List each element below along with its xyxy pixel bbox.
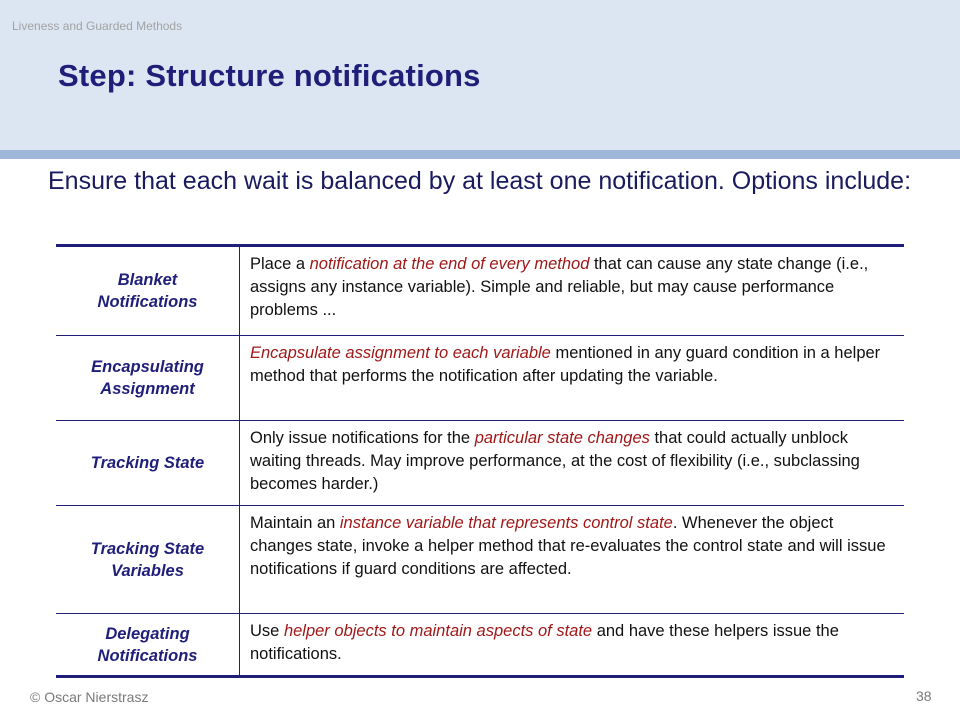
option-term — [56, 247, 240, 335]
desc-text: . Whenever the object changes state, invoke a helper method that re-evaluates the control state and will issue notifications if guard conditions are affected. — [250, 514, 886, 578]
desc-emphasis: particular state changes — [474, 429, 650, 447]
option-term-line: Blanket — [117, 271, 178, 289]
desc-text: that could actually unblock waiting threads. May improve performance, at the cost of flexibility (i.e., subclassing becomes harder.) — [250, 429, 860, 493]
desc-emphasis: helper objects to maintain aspects of state — [283, 622, 593, 640]
option-term — [56, 336, 240, 420]
option-description — [240, 614, 904, 675]
desc-text: Only issue notifications for the — [250, 429, 475, 447]
desc-text: Maintain an — [250, 514, 340, 532]
option-term-line: Tracking State — [90, 539, 205, 558]
option-term-line: Variables — [111, 561, 184, 580]
table-row — [56, 247, 904, 335]
desc-text: Place a — [250, 255, 310, 273]
footer-copyright: © Oscar Nierstrasz — [30, 689, 149, 705]
option-term — [56, 614, 240, 675]
desc-emphasis: notification at the end of every method — [309, 255, 590, 273]
desc-text: and have these helpers issue the notifications. — [250, 622, 839, 663]
page-number: 38 — [916, 688, 932, 704]
options-table — [56, 244, 904, 678]
option-term-line: Encapsulating — [91, 358, 204, 376]
option-term-line: Delegating — [105, 624, 190, 643]
option-description — [240, 506, 904, 613]
table-row — [56, 420, 904, 505]
table-row — [56, 613, 904, 675]
slide-title: Step: Structure notifications — [58, 58, 481, 93]
option-description — [240, 336, 904, 420]
desc-text: Use — [250, 622, 284, 640]
desc-text: that can cause any state change (i.e., assigns any instance variable). Simple and reliable, but may cause performance problems ... — [250, 255, 869, 319]
desc-text: mentioned in any guard condition in a helper method that performs the notification after updating the variable. — [250, 344, 881, 385]
intro-text: Ensure that each wait is balanced by at least one notification. Options include: — [48, 167, 912, 195]
option-description — [240, 247, 904, 335]
option-term-line: Assignment — [100, 380, 195, 398]
option-term — [56, 506, 240, 613]
option-description — [240, 421, 904, 505]
option-term — [56, 421, 240, 505]
option-term-line: Tracking State — [90, 454, 205, 472]
section-topic: Liveness and Guarded Methods — [12, 19, 183, 33]
desc-emphasis: Encapsulate assignment to each variable — [250, 344, 551, 362]
table-row — [56, 505, 904, 613]
option-term-line: Notifications — [97, 293, 198, 311]
header-rule — [0, 150, 960, 159]
table-row — [56, 335, 904, 420]
option-term-line: Notifications — [97, 646, 198, 665]
desc-emphasis: instance variable that represents control state — [339, 514, 673, 532]
